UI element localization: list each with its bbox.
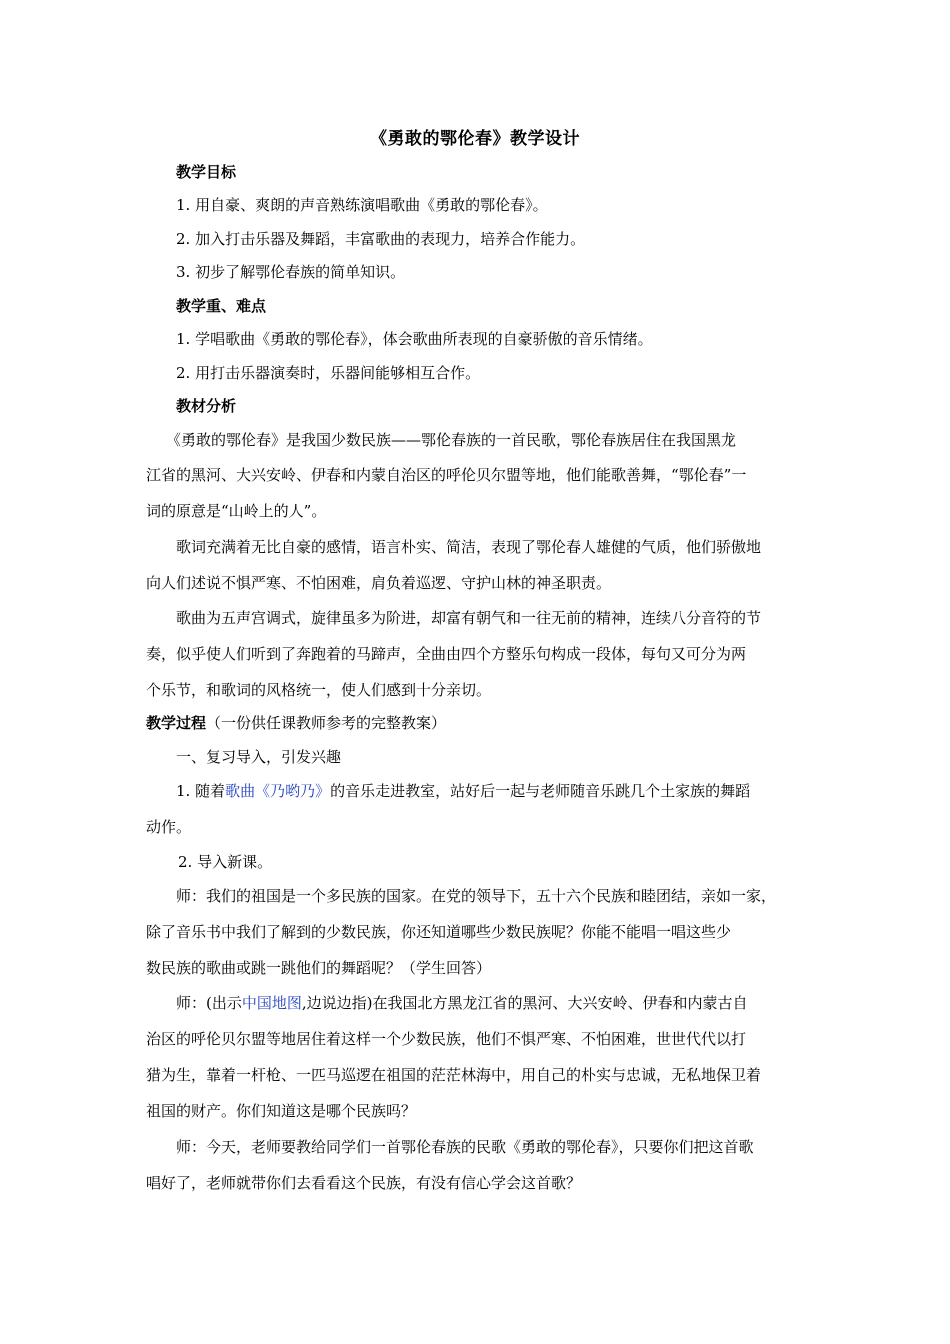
objective-item: 1. 用自豪、爽朗的声音熟练演唱歌曲《勇敢的鄂伦春》。 — [176, 196, 548, 214]
step-text: 的音乐走进教室，站好后一起与老师随音乐跳几个土家族的舞蹈 — [330, 782, 751, 800]
analysis-paragraph-line: 江省的黑河、大兴安岭、伊春和内蒙自治区的呼伦贝尔盟等地，他们能歌善舞，“鄂伦春”一 — [146, 466, 747, 484]
document-title: 《勇敢的鄂伦春》教学设计 — [370, 129, 580, 149]
step-line — [176, 781, 838, 801]
step-line: 动作。 — [146, 818, 192, 836]
process-heading: 教学过程 — [146, 714, 207, 732]
analysis-paragraph-line: 向人们述说不惧严寒、不怕困难，肩负着巡逻、守护山林的神圣职责。 — [146, 574, 612, 592]
teacher-line: 数民族的歌曲或跳一跳他们的舞蹈呢？（学生回答） — [146, 959, 492, 977]
step-line: 2. 导入新课。 — [178, 853, 273, 871]
objectives-heading: 教学目标 — [176, 163, 237, 181]
keypoint-item: 1. 学唱歌曲《勇敢的鄂伦春》，体会歌曲所表现的自豪骄傲的音乐情绪。 — [176, 330, 653, 348]
analysis-heading: 教材分析 — [176, 397, 237, 415]
analysis-paragraph-line: 词的原意是“山岭上的人”。 — [146, 502, 327, 520]
keypoint-item: 2. 用打击乐器演奏时，乐器间能够相互合作。 — [176, 364, 481, 382]
process-heading-line — [146, 713, 808, 733]
keypoints-heading: 教学重、难点 — [176, 297, 267, 315]
teacher-text: ,边说边指)在我国北方黑龙江省的黑河、大兴安岭、伊春和内蒙古自 — [301, 994, 748, 1012]
teacher-line: 祖国的财产。你们知道这是哪个民族吗？ — [146, 1102, 417, 1120]
section-heading: 一、复习导入，引发兴趣 — [176, 748, 342, 766]
step-text: 1. 随着 — [176, 782, 226, 800]
teacher-text: 师：(出示 — [176, 994, 242, 1012]
teacher-line: 除了音乐书中我们了解到的少数民族，你还知道哪些少数民族呢？你能不能唱一唱这些少 — [146, 923, 732, 941]
song-link[interactable]: 歌曲《乃哟乃》 — [225, 782, 331, 800]
analysis-paragraph-line: 歌词充满着无比自豪的感情，语言朴实、简洁，表现了鄂伦春人雄健的气质，他们骄傲地 — [176, 538, 762, 556]
process-note: （一份供任课教师参考的完整教案） — [206, 714, 447, 732]
teacher-line: 治区的呼伦贝尔盟等地居住着这样一个少数民族，他们不惧严寒、不怕困难，世世代代以打 — [146, 1030, 747, 1048]
teacher-line: 师：今天，老师要教给同学们一首鄂伦春族的民歌《勇敢的鄂伦春》，只要你们把这首歌 — [176, 1138, 754, 1156]
analysis-paragraph-line: 奏，似乎使人们听到了奔跑着的马蹄声，全曲由四个方整乐句构成一段体，每句又可分为两 — [146, 645, 747, 663]
analysis-paragraph-line: 《勇敢的鄂伦春》是我国少数民族——鄂伦春族的一首民歌，鄂伦春族居住在我国黑龙 — [166, 431, 737, 449]
teacher-line: 师：我们的祖国是一个多民族的国家。在党的领导下，五十六个民族和睦团结，亲如一家， — [176, 887, 777, 905]
objective-item: 2. 加入打击乐器及舞蹈，丰富歌曲的表现力，培养合作能力。 — [176, 230, 586, 248]
analysis-paragraph-line: 个乐节，和歌词的风格统一，使人们感到十分亲切。 — [146, 681, 492, 699]
objective-item: 3. 初步了解鄂伦春族的简单知识。 — [176, 263, 406, 281]
teacher-line: 猎为生，靠着一杆枪、一匹马巡逻在祖国的茫茫林海中，用自己的朴实与忠诚，无私地保卫着 — [146, 1066, 762, 1084]
analysis-paragraph-line: 歌曲为五声宫调式，旋律虽多为阶进，却富有朝气和一往无前的精神，连续八分音符的节 — [176, 609, 762, 627]
china-map-link[interactable]: 中国地图 — [241, 994, 302, 1012]
teacher-line — [176, 993, 838, 1013]
teacher-line: 唱好了，老师就带你们去看看这个民族，有没有信心学会这首歌？ — [146, 1174, 582, 1192]
